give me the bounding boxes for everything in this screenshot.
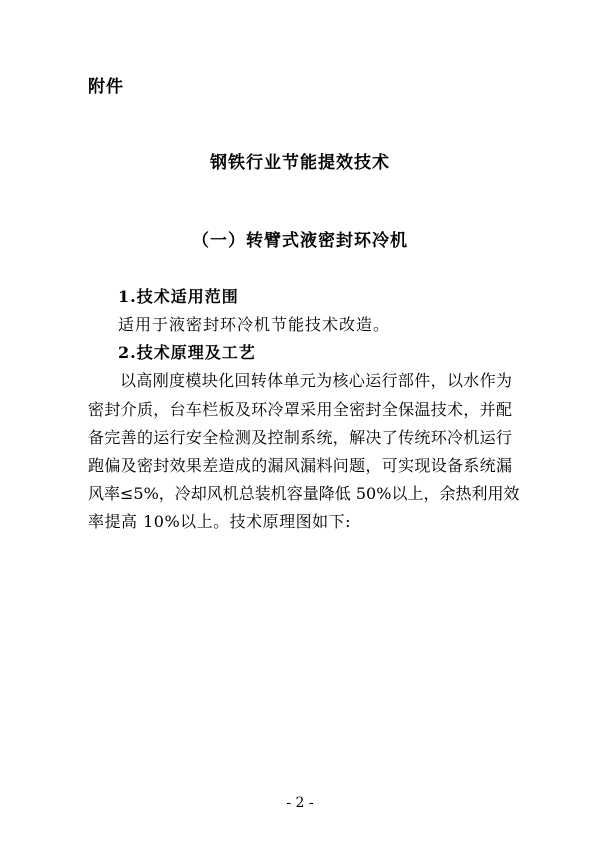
paragraph-line: 密封介质，台车栏板及环冷罩采用全密封全保温技术，并配	[88, 400, 512, 419]
paragraph-line: 跑偏及密封效果差造成的漏风漏料问题，可实现设备系统漏	[88, 456, 512, 475]
section-title: （一）转臂式液密封环冷机	[192, 231, 408, 251]
annex-label: 附件	[88, 77, 124, 97]
paragraph-line: 以高刚度模块化回转体单元为核心运行部件，以水作为	[120, 371, 512, 390]
paragraph-applicable-scope: 适用于液密封环冷机节能技术改造。	[118, 315, 391, 334]
heading-principle-process: 2.技术原理及工艺	[118, 343, 256, 362]
paragraph-line: 风率≤5%，冷却风机总装机容量降低 50%以上，余热利用效	[88, 484, 520, 503]
document-title: 钢铁行业节能提效技术	[210, 153, 390, 173]
heading-applicable-scope: 1.技术适用范围	[118, 287, 239, 306]
page-number: - 2 -	[286, 795, 314, 811]
paragraph-line: 率提高 10%以上。技术原理图如下:	[88, 512, 352, 531]
paragraph-line: 备完善的运行安全检测及控制系统，解决了传统环冷机运行	[88, 428, 512, 447]
